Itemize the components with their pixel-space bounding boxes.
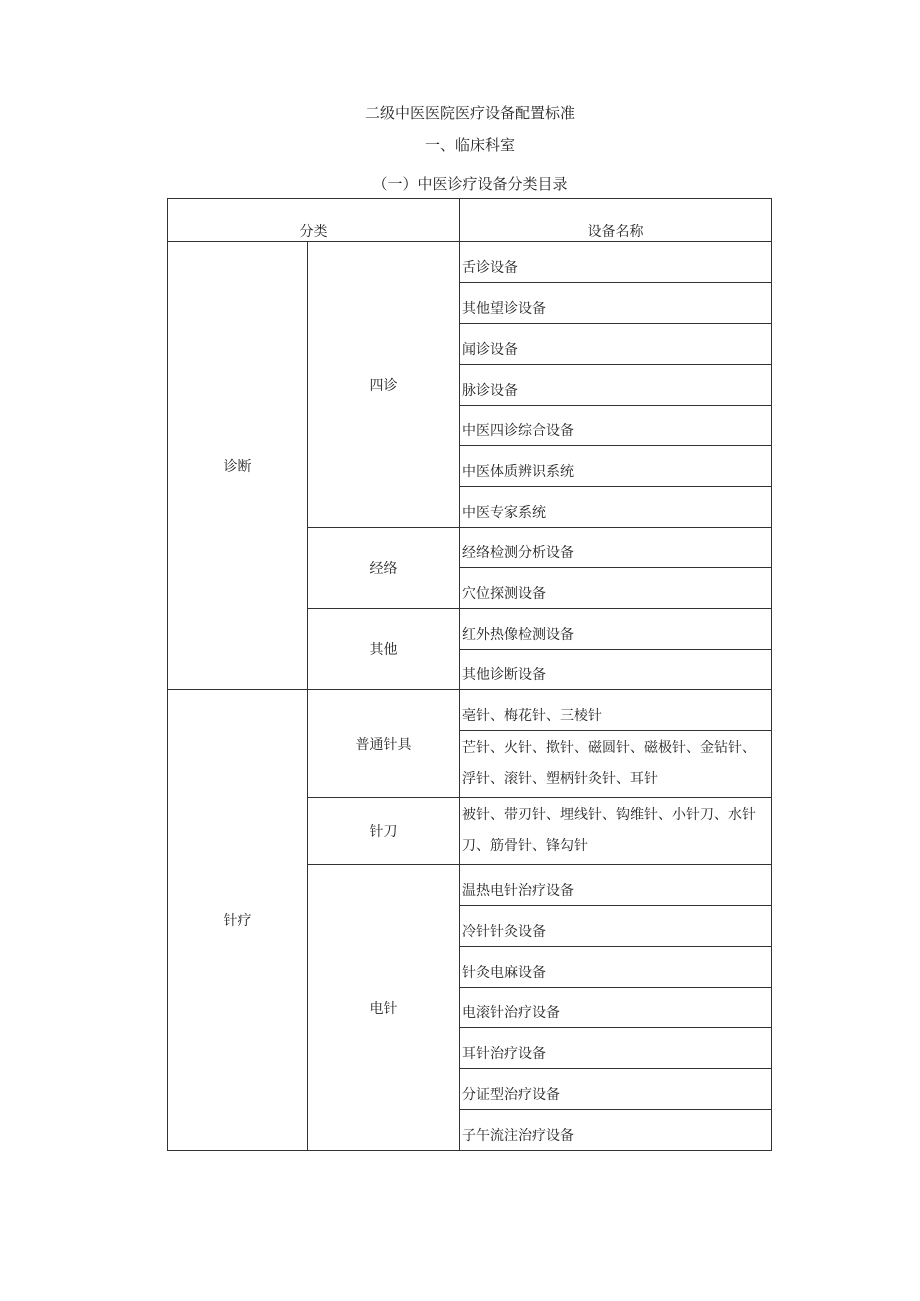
group-diagnosis: 诊断 [168, 242, 308, 690]
equipment-item: 红外热像检测设备 [460, 609, 772, 650]
equipment-item: 中医四诊综合设备 [460, 406, 772, 446]
equipment-catalog-table [167, 198, 772, 1151]
subgroup-four-diagnostics: 四诊 [308, 242, 460, 528]
equipment-item: 针灸电麻设备 [460, 947, 772, 988]
equipment-item: 舌诊设备 [460, 242, 772, 283]
equipment-item: 电滚针治疗设备 [460, 988, 772, 1028]
subgroup-needle-knife: 针刀 [308, 798, 460, 865]
equipment-item: 温热电针治疗设备 [460, 865, 772, 906]
subgroup-other: 其他 [308, 609, 460, 690]
equipment-item: 穴位探测设备 [460, 568, 772, 609]
equipment-item: 被针、带刃针、埋线针、钩维针、小针刀、水针刀、筋骨针、锋勾针 [460, 798, 772, 865]
table-title: （一）中医诊疗设备分类目录 [372, 175, 568, 193]
subgroup-electro-acupuncture: 电针 [308, 865, 460, 1151]
subgroup-meridian: 经络 [308, 528, 460, 609]
equipment-item: 耳针治疗设备 [460, 1028, 772, 1069]
equipment-item: 闻诊设备 [460, 324, 772, 365]
equipment-item: 亳针、梅花针、三棱针 [460, 690, 772, 731]
equipment-item: 经络检测分析设备 [460, 528, 772, 568]
section-title: 一、临床科室 [424, 136, 515, 154]
equipment-item: 分证型治疗设备 [460, 1069, 772, 1110]
document-title: 二级中医医院医疗设备配置标准 [364, 104, 575, 122]
group-acupuncture: 针疗 [168, 690, 308, 1151]
equipment-item: 芒针、火针、揿针、磁圆针、磁极针、金钻针、浮针、滚针、塑柄针灸针、耳针 [460, 731, 772, 798]
table-row [168, 242, 772, 283]
header-equipment-name: 设备名称 [460, 199, 772, 242]
table-header-row [168, 199, 772, 242]
equipment-item: 其他望诊设备 [460, 283, 772, 324]
equipment-item: 中医体质辨识系统 [460, 446, 772, 487]
equipment-item: 中医专家系统 [460, 487, 772, 528]
equipment-item: 脉诊设备 [460, 365, 772, 406]
subgroup-standard-needles: 普通针具 [308, 690, 460, 798]
equipment-item: 其他诊断设备 [460, 650, 772, 690]
table-row [168, 690, 772, 731]
equipment-item: 子午流注治疗设备 [460, 1110, 772, 1151]
equipment-item: 冷针针灸设备 [460, 906, 772, 947]
header-category: 分类 [168, 199, 460, 242]
